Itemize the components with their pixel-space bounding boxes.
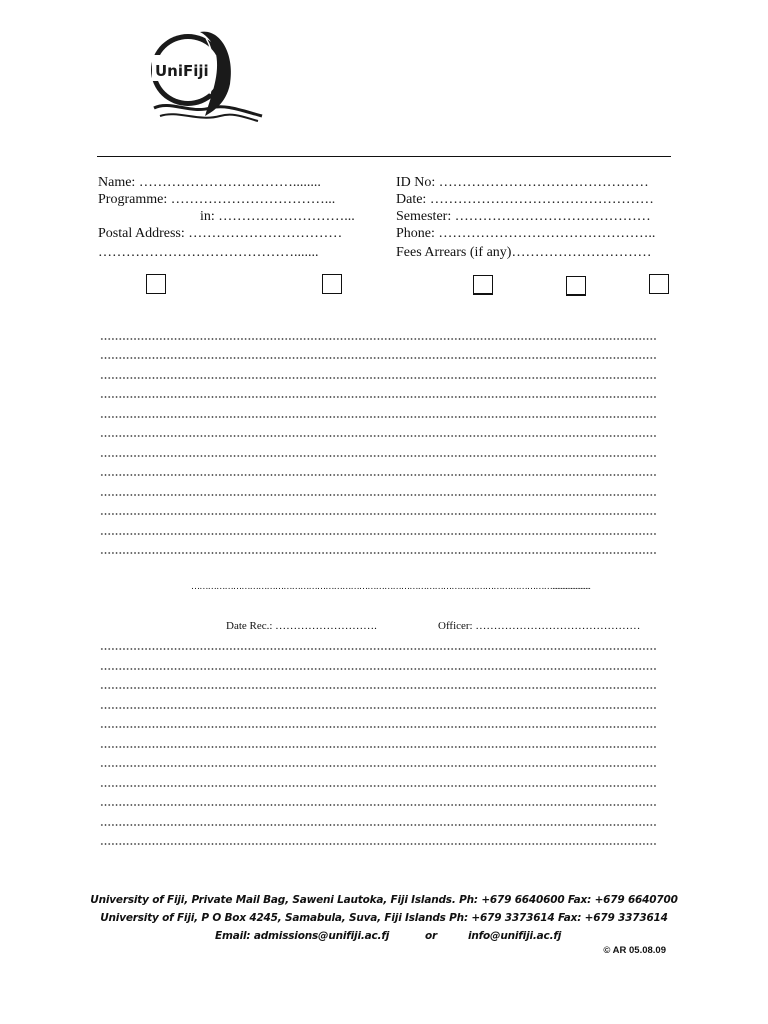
writing-line[interactable] [100, 416, 656, 418]
id-no-field[interactable]: ID No: ……………………………………… [396, 175, 649, 190]
header-divider [97, 156, 671, 157]
officer-field[interactable]: Officer: ……………………………………… [438, 620, 641, 632]
logo-text: UniFiji [155, 62, 209, 80]
postal-address-field[interactable]: Postal Address: …………………………… [98, 226, 343, 241]
date-field[interactable]: Date: ………………………………………… [396, 192, 654, 207]
writing-line[interactable] [100, 455, 656, 457]
writing-line[interactable] [100, 396, 656, 398]
phone-field[interactable]: Phone: ……………………………………….. [396, 226, 656, 241]
writing-line[interactable] [100, 843, 656, 845]
writing-line[interactable] [100, 804, 656, 806]
checkbox-option-1[interactable] [146, 274, 166, 294]
postal-address-line2[interactable]: ……………………………………....... [98, 245, 319, 260]
writing-line[interactable] [100, 726, 656, 728]
writing-line[interactable] [100, 357, 656, 359]
writing-line[interactable] [100, 435, 656, 437]
logo-emblem-icon [150, 24, 266, 124]
signature-line[interactable]: …………………………………………………………………………………………………………………....................... [191, 581, 591, 591]
copyright-code: © AR 05.08.09 [603, 945, 666, 956]
writing-line[interactable] [100, 824, 656, 826]
footer-address-lautoka: University of Fiji, Private Mail Bag, Saweni Lautoka, Fiji Islands. Ph: +679 6640600 Fax: +679 6640700 [90, 894, 678, 906]
writing-line[interactable] [100, 377, 656, 379]
writing-line[interactable] [100, 687, 656, 689]
writing-line[interactable] [100, 746, 656, 748]
footer-email-admissions[interactable]: Email: admissions@unifiji.ac.fj [215, 930, 390, 942]
fees-arrears-field[interactable]: Fees Arrears (if any)………………………… [396, 245, 652, 260]
programme-field[interactable]: Programme: ……………………………... [98, 192, 336, 207]
footer-address-suva: University of Fiji, P O Box 4245, Samabula, Suva, Fiji Islands Ph: +679 3373614 Fax: +679 3373614 [100, 912, 668, 924]
footer-email-info[interactable]: info@unifiji.ac.fj [468, 930, 562, 942]
checkbox-option-4[interactable] [566, 276, 586, 296]
writing-line[interactable] [100, 668, 656, 670]
checkbox-option-2[interactable] [322, 274, 342, 294]
writing-line[interactable] [100, 338, 656, 340]
unifiji-logo [150, 24, 266, 124]
footer-or: or [425, 930, 437, 942]
writing-line[interactable] [100, 785, 656, 787]
writing-line[interactable] [100, 494, 656, 496]
writing-line[interactable] [100, 474, 656, 476]
writing-line[interactable] [100, 648, 656, 650]
writing-line[interactable] [100, 765, 656, 767]
date-received-field[interactable]: Date Rec.: ………………………. [226, 620, 377, 632]
writing-line[interactable] [100, 707, 656, 709]
programme-in-field[interactable]: in: ………………………... [200, 209, 355, 224]
name-field[interactable]: Name: ……………………………........ [98, 175, 321, 190]
writing-line[interactable] [100, 513, 656, 515]
checkbox-option-3[interactable] [473, 275, 493, 295]
semester-field[interactable]: Semester: …………………………………… [396, 209, 651, 224]
checkbox-option-5[interactable] [649, 274, 669, 294]
writing-line[interactable] [100, 533, 656, 535]
writing-line[interactable] [100, 552, 656, 554]
